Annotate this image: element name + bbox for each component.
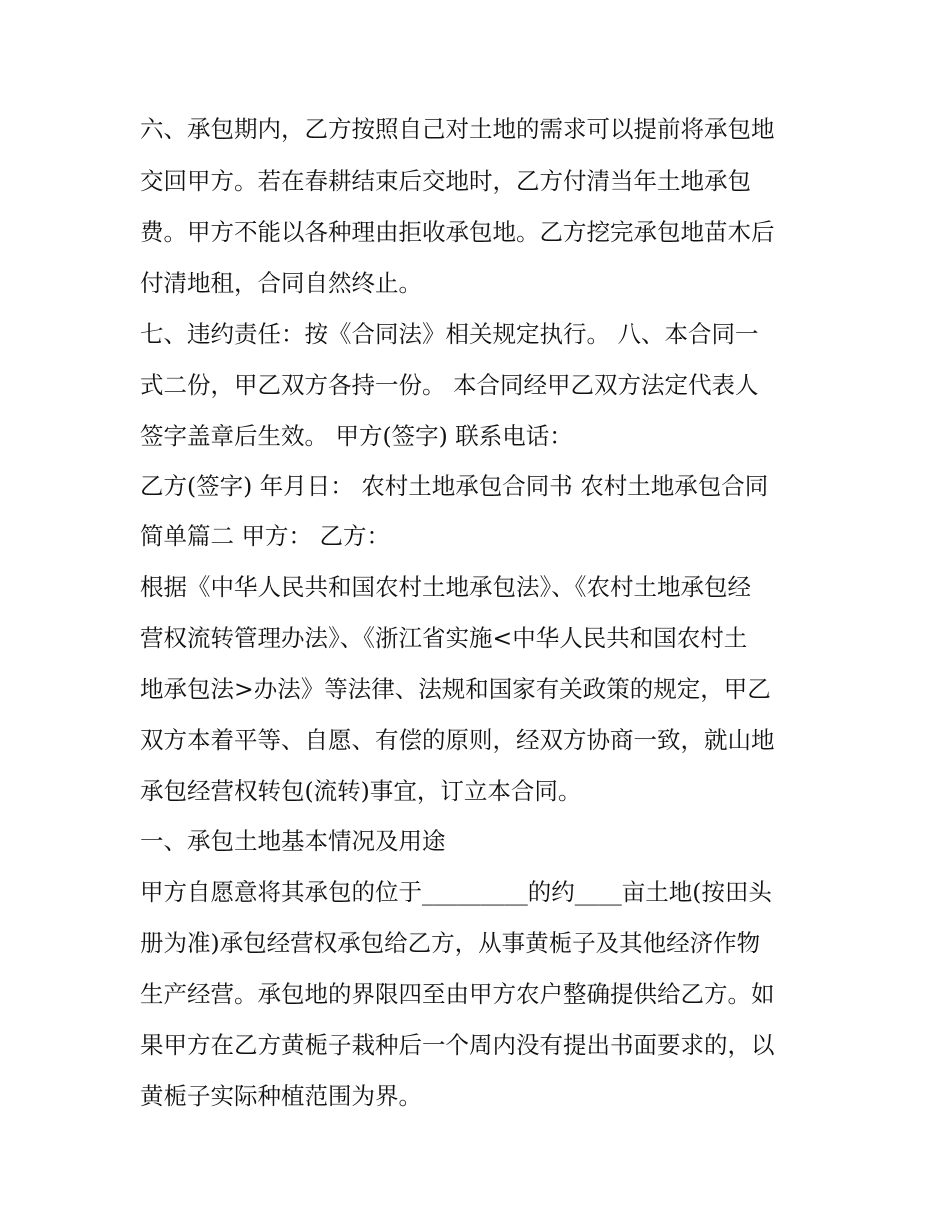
text-line: 册为准)承包经营权承包给乙方，从事黄栀子及其他经济作物 — [140, 929, 761, 957]
text-line: 乙方(签字) 年月日： 农村土地承包合同书 农村土地承包合同 — [140, 472, 769, 500]
text-line: 费。甲方不能以各种理由拒收承包地。乙方挖完承包地苗木后 — [140, 218, 775, 246]
text-line: 营权流转管理办法》、《浙江省实施<中华人民共和国农村土 — [140, 624, 748, 652]
text-line: 交回甲方。若在春耕结束后交地时，乙方付清当年土地承包 — [140, 167, 751, 195]
text-line: 简单篇二 甲方： 乙方： — [140, 522, 390, 550]
text-line: 承包经营权转包(流转)事宜，订立本合同。 — [140, 777, 582, 805]
text-line: 黄栀子实际种植范围为界。 — [140, 1082, 422, 1110]
text-line: 甲方自愿意将其承包的位于_________的约____亩土地(按田头 — [140, 878, 772, 906]
text-line: 七、违约责任：按《合同法》相关规定执行。 八、本合同一 — [140, 320, 759, 348]
text-line: 生产经营。承包地的界限四至由甲方农户整确提供给乙方。如 — [140, 980, 775, 1008]
text-line: 果甲方在乙方黄栀子栽种后一个周内没有提出书面要求的，以 — [140, 1031, 775, 1059]
text-line: 双方本着平等、自愿、有偿的原则，经双方协商一致，就山地 — [140, 726, 775, 754]
text-line: 签字盖章后生效。 甲方(签字) 联系电话： — [140, 422, 573, 450]
text-line: 式二份，甲乙双方各持一份。 本合同经甲乙双方法定代表人 — [140, 371, 759, 399]
text-line: 付清地租，合同自然终止。 — [140, 269, 422, 297]
text-line: 地承包法>办法》等法律、法规和国家有关政策的规定，甲乙 — [140, 675, 771, 703]
text-line: 根据《中华人民共和国农村土地承包法》、《农村土地承包经 — [140, 573, 751, 601]
section-heading: 一、承包土地基本情况及用途 — [140, 827, 446, 855]
text-line: 六、承包期内，乙方按照自己对土地的需求可以提前将承包地 — [140, 115, 775, 143]
